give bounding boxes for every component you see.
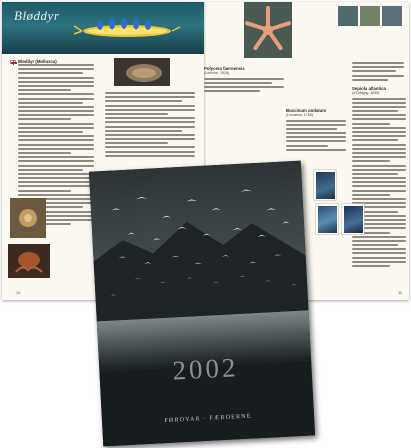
species-3-sub: (d'Orbigny, 1839) [352, 91, 380, 95]
coral-photo [10, 198, 46, 238]
species-2-sub: (Linnaeus, 1758) [286, 113, 313, 117]
species-3-block [352, 86, 406, 269]
faroe-flag-icon [10, 60, 16, 64]
cover-footer: FØROYAR · FÆROERNE [164, 413, 252, 425]
sea-slug-illustration [72, 16, 182, 42]
cover-booklet [89, 161, 315, 447]
thumbnail-strip [338, 6, 402, 26]
stamp-1 [314, 170, 336, 200]
right-column-3 [352, 62, 404, 83]
species-1-sub: (Lemche, 1929) [204, 71, 230, 75]
species-1-name: Polycera faeroensis [204, 66, 245, 71]
title-band [2, 2, 205, 54]
shell-photo [114, 58, 170, 86]
page-number-right: 11 [398, 290, 403, 295]
starfish-photo [244, 2, 292, 58]
species-2-name: Buccinum undatum [286, 108, 327, 113]
octopus-photo [8, 244, 50, 278]
species-2-block [286, 108, 346, 153]
intro-heading: Bløddyr (Mollusca) [18, 59, 57, 64]
stamp-3 [342, 204, 364, 234]
species-1-block [204, 66, 284, 94]
left-column-2 [105, 92, 195, 159]
stamp-2 [316, 204, 338, 234]
cover-photo [89, 161, 315, 447]
species-3-name: Sepiola atlantica [352, 86, 386, 91]
page-title: Bløddyr [14, 8, 60, 23]
page-number-left: 10 [16, 290, 21, 295]
cover-year: 2002 [171, 352, 240, 386]
